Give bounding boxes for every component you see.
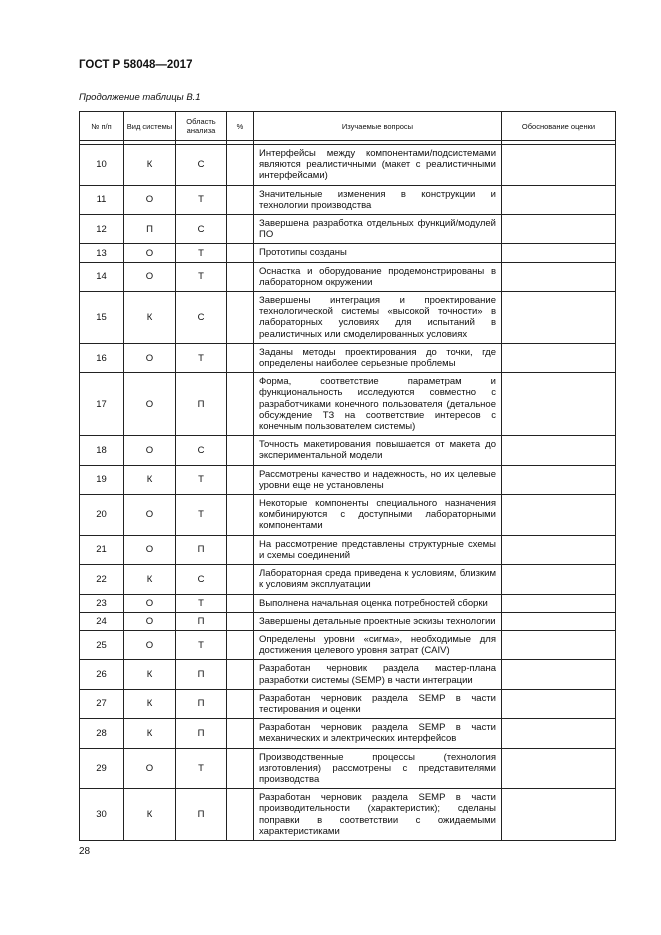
row-justification <box>502 215 616 244</box>
row-number: 28 <box>80 719 124 748</box>
row-system-type: О <box>124 630 176 659</box>
row-question: Точность макетирования повышается от макета до экспериментальной модели <box>254 436 502 465</box>
table-row <box>80 719 616 748</box>
row-question: Некоторые компоненты специального назначения комбинируются с доступными лабораторными компонентами <box>254 495 502 536</box>
row-system-type: О <box>124 343 176 372</box>
row-percent <box>227 535 254 564</box>
table-row <box>80 262 616 291</box>
row-analysis-area: Т <box>176 748 227 789</box>
row-number: 18 <box>80 436 124 465</box>
row-justification <box>502 719 616 748</box>
row-number: 26 <box>80 660 124 689</box>
row-system-type: О <box>124 262 176 291</box>
row-percent <box>227 719 254 748</box>
row-question: Разработан черновик раздела SEMP в части производительности (характеристик); сделаны поправки в соответствии с ожидаемыми характеристиками <box>254 789 502 841</box>
row-analysis-area: Т <box>176 630 227 659</box>
row-percent <box>227 789 254 841</box>
row-system-type: О <box>124 373 176 436</box>
row-system-type: О <box>124 495 176 536</box>
row-number: 20 <box>80 495 124 536</box>
row-number: 27 <box>80 689 124 718</box>
table-row <box>80 465 616 494</box>
row-system-type: К <box>124 465 176 494</box>
row-question: Разработан черновик раздела SEMP в части механических и электрических интерфейсов <box>254 719 502 748</box>
row-number: 24 <box>80 612 124 630</box>
table-row <box>80 689 616 718</box>
row-number: 16 <box>80 343 124 372</box>
row-analysis-area: С <box>176 436 227 465</box>
row-number: 14 <box>80 262 124 291</box>
row-analysis-area: С <box>176 215 227 244</box>
row-number: 23 <box>80 594 124 612</box>
row-percent <box>227 185 254 214</box>
table-row <box>80 612 616 630</box>
row-question: Оснастка и оборудование продемонстрированы в лабораторном окружении <box>254 262 502 291</box>
row-system-type: О <box>124 748 176 789</box>
row-percent <box>227 373 254 436</box>
row-justification <box>502 436 616 465</box>
row-analysis-area: С <box>176 145 227 186</box>
row-system-type: О <box>124 535 176 564</box>
row-number: 29 <box>80 748 124 789</box>
row-justification <box>502 262 616 291</box>
row-number: 13 <box>80 244 124 262</box>
row-percent <box>227 612 254 630</box>
row-justification <box>502 185 616 214</box>
row-number: 19 <box>80 465 124 494</box>
table-row <box>80 535 616 564</box>
row-percent <box>227 630 254 659</box>
row-system-type: О <box>124 244 176 262</box>
row-justification <box>502 292 616 344</box>
row-percent <box>227 262 254 291</box>
table-row <box>80 343 616 372</box>
page-number: 28 <box>79 846 91 857</box>
table-row <box>80 185 616 214</box>
row-question: Прототипы созданы <box>254 244 502 262</box>
row-analysis-area: П <box>176 660 227 689</box>
row-percent <box>227 689 254 718</box>
row-question: Завершены детальные проектные эскизы технологии <box>254 612 502 630</box>
row-analysis-area: Т <box>176 244 227 262</box>
row-justification <box>502 565 616 594</box>
row-question: Интерфейсы между компонентами/подсистемами являются реалистичными (макет с реалистичными интерфейсами) <box>254 145 502 186</box>
row-percent <box>227 244 254 262</box>
row-justification <box>502 244 616 262</box>
row-question: Значительные изменения в конструкции и технологии производства <box>254 185 502 214</box>
row-analysis-area: С <box>176 565 227 594</box>
table-body <box>80 145 616 841</box>
row-percent <box>227 565 254 594</box>
row-justification <box>502 535 616 564</box>
table-row <box>80 660 616 689</box>
row-system-type: О <box>124 185 176 214</box>
row-percent <box>227 292 254 344</box>
row-analysis-area: С <box>176 292 227 344</box>
row-percent <box>227 215 254 244</box>
table-row <box>80 748 616 789</box>
col-header-system-type: Вид системы <box>124 112 176 141</box>
row-number: 11 <box>80 185 124 214</box>
row-number: 17 <box>80 373 124 436</box>
table-row <box>80 789 616 841</box>
row-number: 21 <box>80 535 124 564</box>
row-percent <box>227 594 254 612</box>
row-percent <box>227 495 254 536</box>
row-percent <box>227 465 254 494</box>
row-system-type: О <box>124 436 176 465</box>
row-system-type: К <box>124 145 176 186</box>
row-system-type: О <box>124 594 176 612</box>
row-number: 12 <box>80 215 124 244</box>
row-system-type: К <box>124 660 176 689</box>
row-percent <box>227 748 254 789</box>
row-analysis-area: Т <box>176 262 227 291</box>
row-question: Разработан черновик раздела SEMP в части тестирования и оценки <box>254 689 502 718</box>
row-analysis-area: Т <box>176 343 227 372</box>
row-analysis-area: Т <box>176 465 227 494</box>
table-row <box>80 145 616 186</box>
row-analysis-area: Т <box>176 594 227 612</box>
row-analysis-area: Т <box>176 495 227 536</box>
table-header-row <box>80 112 616 141</box>
row-system-type: К <box>124 789 176 841</box>
row-number: 25 <box>80 630 124 659</box>
row-number: 10 <box>80 145 124 186</box>
row-system-type: К <box>124 292 176 344</box>
row-question: Заданы методы проектирования до точки, где определены наиболее серьезные проблемы <box>254 343 502 372</box>
row-analysis-area: Т <box>176 185 227 214</box>
row-system-type: К <box>124 719 176 748</box>
row-justification <box>502 594 616 612</box>
row-system-type: П <box>124 215 176 244</box>
row-question: Завершена разработка отдельных функций/модулей ПО <box>254 215 502 244</box>
table-row <box>80 244 616 262</box>
row-analysis-area: П <box>176 719 227 748</box>
row-justification <box>502 343 616 372</box>
row-justification <box>502 689 616 718</box>
row-question: Рассмотрены качество и надежность, но их целевые уровни еще не установлены <box>254 465 502 494</box>
row-justification <box>502 145 616 186</box>
row-question: Разработан черновик раздела мастер-плана разработки системы (SEMP) в части интеграции <box>254 660 502 689</box>
table-row <box>80 436 616 465</box>
row-analysis-area: П <box>176 789 227 841</box>
row-system-type: О <box>124 612 176 630</box>
col-header-questions: Изучаемые вопросы <box>254 112 502 141</box>
row-question: Форма, соответствие параметрам и функциональность исследуются совместно с разработчиками конечного пользователя (детальное обсуждение ТЗ на соответствие интересов с конечным пользователем системы) <box>254 373 502 436</box>
row-justification <box>502 748 616 789</box>
row-analysis-area: П <box>176 373 227 436</box>
row-system-type: К <box>124 689 176 718</box>
row-justification <box>502 789 616 841</box>
row-number: 15 <box>80 292 124 344</box>
row-justification <box>502 495 616 536</box>
row-justification <box>502 630 616 659</box>
assessment-table <box>79 111 616 841</box>
row-analysis-area: П <box>176 612 227 630</box>
document-header: ГОСТ Р 58048—2017 <box>79 59 193 71</box>
row-justification <box>502 373 616 436</box>
table-row <box>80 292 616 344</box>
table-row <box>80 565 616 594</box>
row-percent <box>227 436 254 465</box>
table-caption: Продолжение таблицы В.1 <box>79 92 201 103</box>
row-percent <box>227 343 254 372</box>
row-system-type: К <box>124 565 176 594</box>
row-analysis-area: П <box>176 535 227 564</box>
row-justification <box>502 660 616 689</box>
col-header-percent: % <box>227 112 254 141</box>
row-justification <box>502 465 616 494</box>
row-number: 30 <box>80 789 124 841</box>
row-percent <box>227 145 254 186</box>
row-number: 22 <box>80 565 124 594</box>
table-row <box>80 630 616 659</box>
row-percent <box>227 660 254 689</box>
row-question: Производственные процессы (технология изготовления) рассмотрены с представителями производства <box>254 748 502 789</box>
row-analysis-area: П <box>176 689 227 718</box>
table-row <box>80 594 616 612</box>
table-row <box>80 215 616 244</box>
table-row <box>80 495 616 536</box>
row-question: Лабораторная среда приведена к условиям, близким к условиям эксплуатации <box>254 565 502 594</box>
col-header-justification: Обоснование оценки <box>502 112 616 141</box>
row-question: На рассмотрение представлены структурные схемы и схемы соединений <box>254 535 502 564</box>
table-row <box>80 373 616 436</box>
col-header-num: № п/п <box>80 112 124 141</box>
row-justification <box>502 612 616 630</box>
row-question: Выполнена начальная оценка потребностей сборки <box>254 594 502 612</box>
col-header-analysis-area: Область анализа <box>176 112 227 141</box>
row-question: Завершены интеграция и проектирование технологической системы «высокой точности» в лабораторных условиях для испытаний в реалистичных или смоделированных условиях <box>254 292 502 344</box>
row-question: Определены уровни «сигма», необходимые для достижения целевого уровня затрат (CAIV) <box>254 630 502 659</box>
